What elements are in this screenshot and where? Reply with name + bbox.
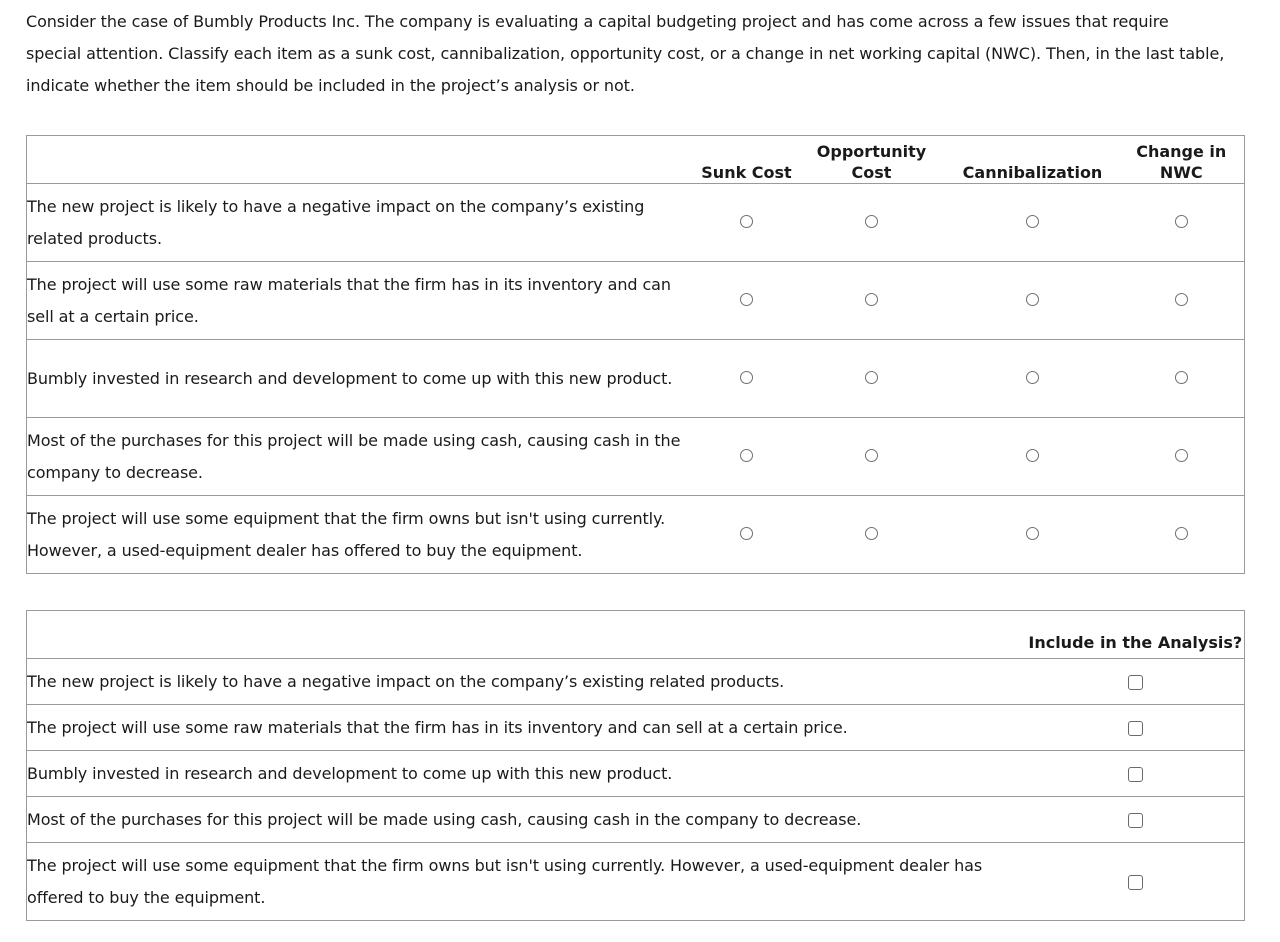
column-header-opportunity-cost: Opportunity Cost — [816, 142, 927, 182]
classification-row — [27, 262, 1245, 340]
radio-sunk-cost[interactable] — [740, 371, 753, 384]
classification-row — [27, 496, 1245, 574]
radio-cannibalization[interactable] — [1026, 215, 1039, 228]
classification-row — [27, 340, 1245, 418]
include-checkbox[interactable] — [1128, 675, 1143, 690]
radio-change-in-nwc[interactable] — [1175, 293, 1188, 306]
radio-opportunity-cost[interactable] — [865, 215, 878, 228]
row-statement: The project will use some raw materials that the firm has in its inventory and can sell at a certain price. — [27, 262, 697, 340]
radio-change-in-nwc[interactable] — [1175, 215, 1188, 228]
inclusion-header-row — [27, 611, 1245, 659]
header-blank-cell — [27, 611, 1027, 659]
header-blank-cell — [27, 136, 697, 184]
row-statement: Bumbly invested in research and development to come up with this new product. — [27, 340, 697, 418]
radio-change-in-nwc[interactable] — [1175, 527, 1188, 540]
row-statement: The project will use some equipment that the firm owns but isn't using currently. However, a used-equipment dealer has offered to buy the equipment. — [27, 496, 697, 574]
inclusion-row — [27, 659, 1245, 705]
radio-cannibalization[interactable] — [1026, 293, 1039, 306]
radio-change-in-nwc[interactable] — [1175, 371, 1188, 384]
include-checkbox[interactable] — [1128, 813, 1143, 828]
inclusion-table — [26, 610, 1245, 921]
row-statement: The new project is likely to have a negative impact on the company’s existing related products. — [27, 659, 1027, 705]
classification-table — [26, 135, 1245, 574]
inclusion-row — [27, 797, 1245, 843]
radio-opportunity-cost[interactable] — [865, 371, 878, 384]
radio-cannibalization[interactable] — [1026, 449, 1039, 462]
classification-row — [27, 184, 1245, 262]
radio-cannibalization[interactable] — [1026, 527, 1039, 540]
inclusion-row — [27, 843, 1245, 921]
row-statement: Most of the purchases for this project will be made using cash, causing cash in the company to decrease. — [27, 797, 1027, 843]
classification-row — [27, 418, 1245, 496]
radio-cannibalization[interactable] — [1026, 371, 1039, 384]
row-statement: Most of the purchases for this project will be made using cash, causing cash in the company to decrease. — [27, 418, 697, 496]
inclusion-row — [27, 751, 1245, 797]
row-statement: The project will use some equipment that the firm owns but isn't using currently. However, a used-equipment dealer has offered to buy the equipment. — [27, 843, 1027, 921]
column-header-change-in-nwc: Change in NWC — [1136, 142, 1227, 182]
radio-opportunity-cost[interactable] — [865, 449, 878, 462]
radio-sunk-cost[interactable] — [740, 293, 753, 306]
radio-sunk-cost[interactable] — [740, 215, 753, 228]
radio-opportunity-cost[interactable] — [865, 293, 878, 306]
radio-opportunity-cost[interactable] — [865, 527, 878, 540]
include-checkbox[interactable] — [1128, 721, 1143, 736]
classification-header-row — [27, 136, 1245, 184]
radio-sunk-cost[interactable] — [740, 449, 753, 462]
inclusion-row — [27, 705, 1245, 751]
column-header-cannibalization: Cannibalization — [962, 163, 1103, 182]
question-intro: Consider the case of Bumbly Products Inc. The company is evaluating a capital budgeting project and has come across a few issues that require special attention. Classify each item as a sunk cost, cannibalization, opportunity cost, or a change in net working capital (NWC). Then, in the last table, indicate whether the item should be included in the project’s analysis or not. — [26, 12, 1225, 95]
radio-sunk-cost[interactable] — [740, 527, 753, 540]
column-header-include-in-analysis: Include in the Analysis? — [1028, 633, 1243, 652]
include-checkbox[interactable] — [1128, 767, 1143, 782]
row-statement: Bumbly invested in research and development to come up with this new product. — [27, 751, 1027, 797]
column-header-sunk-cost: Sunk Cost — [701, 163, 792, 182]
radio-change-in-nwc[interactable] — [1175, 449, 1188, 462]
row-statement: The new project is likely to have a negative impact on the company’s existing related products. — [27, 184, 697, 262]
row-statement: The project will use some raw materials that the firm has in its inventory and can sell at a certain price. — [27, 705, 1027, 751]
include-checkbox[interactable] — [1128, 875, 1143, 890]
